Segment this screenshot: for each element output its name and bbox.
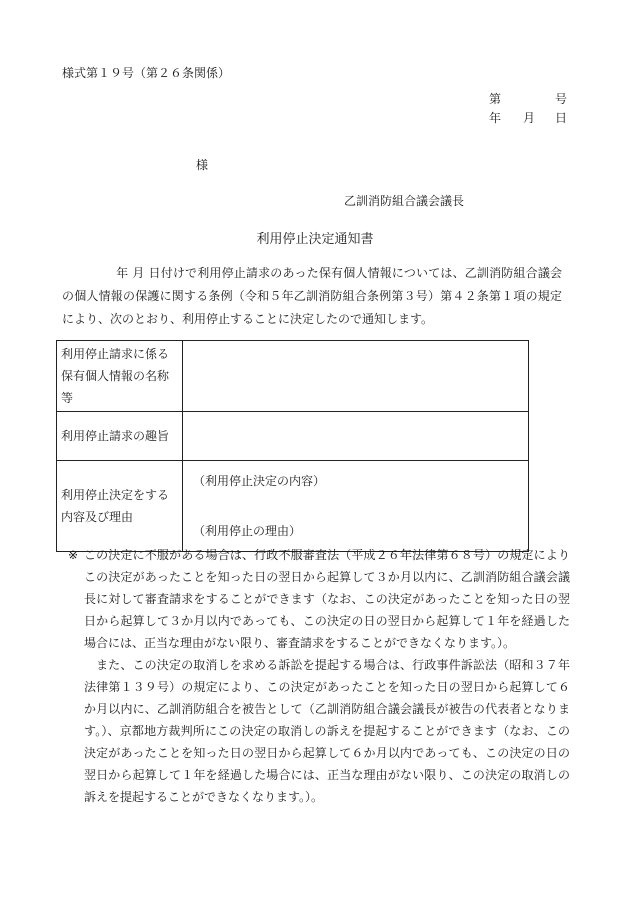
decision-content-heading: （利用停止決定の内容）: [193, 474, 326, 488]
table-label-cell: 利用停止請求の趣旨: [57, 412, 183, 461]
body-paragraph: [62, 262, 562, 331]
note-paragraph-1: この決定に不服がある場合は、行政不服審査法（平成２６年法律第６８号）の規定によりこの決定があったことを知った日の翌日から起算して３か月以内に、乙訓消防組合議会議長に対して審査請求をすることができます（なお、この決定があったことを知った日の翌日から起算して３か月以内であっても、この決定の日の翌日から起算して１年を経過した場合には、正当な理由がない限り、審査請求をすることができなくなります。）。: [84, 548, 570, 650]
issuer-name: 乙訓消防組合議会議長: [344, 194, 465, 208]
note-mark: ※: [68, 548, 79, 562]
table-label-cell: 利用停止決定をする内容及び理由: [57, 461, 183, 552]
info-table: [56, 340, 529, 552]
table-value-cell: [183, 412, 529, 461]
table-value-cell: [183, 461, 529, 552]
table-row: [57, 412, 529, 461]
document-number-prefix: 第: [489, 92, 502, 106]
date-year: 年: [489, 111, 502, 125]
date-day: 日: [554, 111, 567, 125]
appeal-note: [62, 544, 570, 808]
table-row: [57, 341, 529, 412]
form-number: 様式第１９号（第２６条関係）: [62, 66, 231, 80]
body-text: 年 月 日付けで利用停止請求のあった保有個人情報については、乙訓消防組合議会の個人情報の保護に関する条例（令和５年乙訓消防組合条例第３号）第４２条第１項の規定により、次のとおり、利用停止することに決定したので通知します。: [62, 266, 562, 326]
table-row: [57, 461, 529, 552]
note-paragraph-2: また、この決定の取消しを求める訴訟を提起する場合は、行政事件訴訟法（昭和３７年法律第１３９号）の規定により、この決定があったことを知った日の翌日から起算して６か月以内に、乙訓消防組合を被告として（乙訓消防組合議会議長が被告の代表者となります。）、京都地方裁判所にこの決定の取消しの訴えを提起することができます（なお、この決定があったことを知った日の翌日から起算して６か月以内であっても、この決定の日の翌日から起算して１年を経過した場合には、正当な理由がない限り、この決定の取消しの訴えを提起することができなくなります。）。: [84, 658, 570, 804]
addressee: 様: [196, 158, 209, 172]
decision-reason-heading: （利用停止の理由）: [193, 524, 302, 538]
document-title: 利用停止決定通知書: [256, 232, 374, 247]
document-number-suffix: 号: [554, 92, 567, 106]
date-month: 月: [523, 111, 536, 125]
table-value-cell: [183, 341, 529, 412]
table-label-cell: 利用停止請求に係る保有個人情報の名称等: [57, 341, 183, 412]
